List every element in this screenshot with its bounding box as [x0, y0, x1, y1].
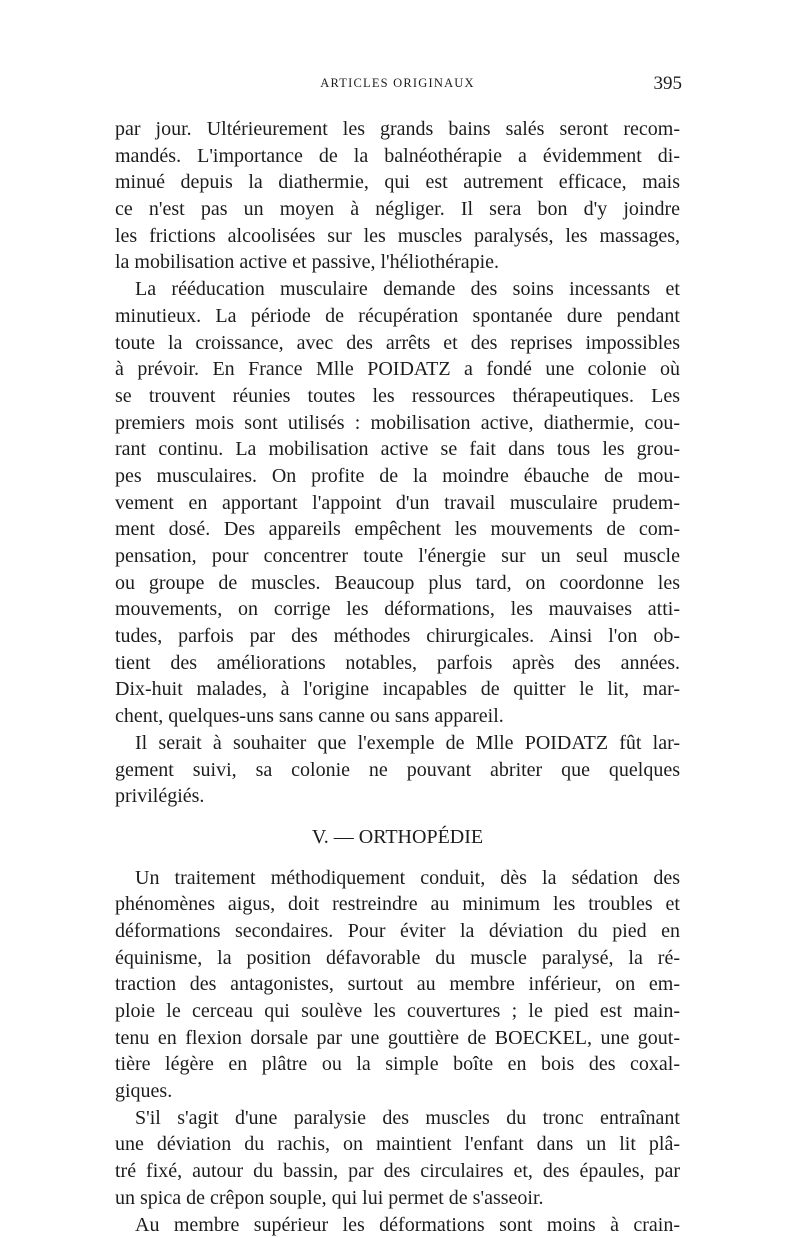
text-line: toute la croissance, avec des arrêts et des reprises impossibles — [115, 330, 680, 357]
text-line: pensation, pour concentrer toute l'énergie sur un seul muscle — [115, 543, 680, 570]
text-block-after-heading — [115, 865, 680, 1238]
text-line: tenu en flexion dorsale par une gouttière de BOECKEL, une gout- — [115, 1025, 680, 1052]
text-line: vement en apportant l'appoint d'un travail musculaire prudem- — [115, 490, 680, 517]
text-line: les frictions alcoolisées sur les muscles paralysés, les massages, — [115, 223, 680, 250]
text-line: une déviation du rachis, on maintient l'enfant dans un lit plâ- — [115, 1131, 680, 1158]
text-line: ment dosé. Des appareils empêchent les mouvements de com- — [115, 516, 680, 543]
text-line: tudes, parfois par des méthodes chirurgicales. Ainsi l'on ob- — [115, 623, 680, 650]
text-line: giques. — [115, 1078, 680, 1105]
text-line: mouvements, on corrige les déformations, les mauvaises atti- — [115, 596, 680, 623]
text-line: phénomènes aigus, doit restreindre au minimum les troubles et — [115, 891, 680, 918]
text-line: minué depuis la diathermie, qui est autrement efficace, mais — [115, 169, 680, 196]
text-line: ploie le cerceau qui soulève les couvertures ; le pied est main- — [115, 998, 680, 1025]
text-line: ce n'est pas un moyen à négliger. Il sera bon d'y joindre — [115, 196, 680, 223]
text-line: tière légère en plâtre ou la simple boîte en bois des coxal- — [115, 1051, 680, 1078]
text-line: Il serait à souhaiter que l'exemple de Mlle POIDATZ fût lar- — [115, 730, 680, 757]
text-line: par jour. Ultérieurement les grands bains salés seront recom- — [115, 116, 680, 143]
text-line: traction des antagonistes, surtout au membre inférieur, on em- — [115, 971, 680, 998]
text-line: privilégiés. — [115, 783, 680, 810]
text-line: Un traitement méthodiquement conduit, dès la sédation des — [115, 865, 680, 892]
text-line: se trouvent réunies toutes les ressources thérapeutiques. Les — [115, 383, 680, 410]
running-head — [115, 76, 680, 96]
text-line: à prévoir. En France Mlle POIDATZ a fondé une colonie où — [115, 356, 680, 383]
running-title: ARTICLES ORIGINAUX — [115, 76, 680, 91]
section-heading: V. — ORTHOPÉDIE — [115, 824, 680, 851]
text-line: chent, quelques-uns sans canne ou sans appareil. — [115, 703, 680, 730]
text-line: mandés. L'importance de la balnéothérapie a évidemment di- — [115, 143, 680, 170]
text-line: la mobilisation active et passive, l'héliothérapie. — [115, 249, 680, 276]
text-line: déformations secondaires. Pour éviter la déviation du pied en — [115, 918, 680, 945]
body-text — [115, 116, 680, 1238]
text-line: La rééducation musculaire demande des soins incessants et — [115, 276, 680, 303]
text-line: S'il s'agit d'une paralysie des muscles du tronc entraînant — [115, 1105, 680, 1132]
text-line: premiers mois sont utilisés : mobilisation active, diathermie, cou- — [115, 410, 680, 437]
text-line: ou groupe de muscles. Beaucoup plus tard, on coordonne les — [115, 570, 680, 597]
text-line: Au membre supérieur les déformations sont moins à crain- — [115, 1212, 680, 1238]
text-line: un spica de crêpon souple, qui lui permet de s'asseoir. — [115, 1185, 680, 1212]
text-line: équinisme, la position défavorable du muscle paralysé, la ré- — [115, 945, 680, 972]
text-line: rant continu. La mobilisation active se fait dans tous les grou- — [115, 436, 680, 463]
text-line: Dix-huit malades, à l'origine incapables de quitter le lit, mar- — [115, 676, 680, 703]
text-line: tient des améliorations notables, parfois après des années. — [115, 650, 680, 677]
text-line: gement suivi, sa colonie ne pouvant abriter que quelques — [115, 757, 680, 784]
text-line: minutieux. La période de récupération spontanée dure pendant — [115, 303, 680, 330]
text-block-before-heading — [115, 116, 680, 810]
page-number: 395 — [654, 73, 683, 95]
text-line: pes musculaires. On profite de la moindre ébauche de mou- — [115, 463, 680, 490]
text-line: tré fixé, autour du bassin, par des circulaires et, des épaules, par — [115, 1158, 680, 1185]
